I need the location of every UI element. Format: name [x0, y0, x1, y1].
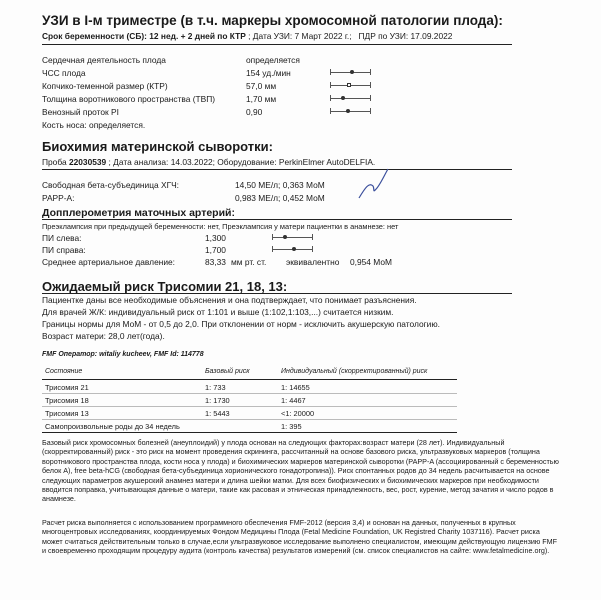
us-row-value: 154 уд./мин	[246, 68, 291, 78]
us-row-value: 0,90	[246, 107, 263, 117]
gestational-age-label: Срок беременности (СБ):	[42, 31, 147, 41]
maternal-age: Возраст матери: 28,0 лет(года).	[42, 331, 165, 341]
us-row-label: Венозный проток PI	[42, 107, 119, 117]
table-divider	[42, 379, 457, 380]
individual-risk: 1: 14655	[281, 383, 310, 392]
us-row-value: определяется	[246, 55, 300, 65]
sample-id: 22030539	[68, 157, 107, 167]
map-unit: мм рт. ст.	[231, 257, 267, 267]
risk-section-title: Ожидаемый риск Трисомии 21, 18, 13:	[42, 279, 288, 294]
range-marker-crl	[330, 82, 370, 89]
range-marker-nt	[330, 95, 370, 102]
base-risk: 1: 5443	[205, 409, 230, 418]
bio-row-value: 0,983 МЕ/л; 0,452 МоМ	[235, 193, 325, 203]
pi-right-label: ПИ справа:	[42, 245, 86, 255]
us-section-title: УЗИ в I-м триместре (в т.ч. маркеры хромосомной патологии плода):	[42, 13, 503, 28]
base-risk: 1: 733	[205, 383, 226, 392]
analysis-date: ; Дата анализа: 14.03.2022;	[108, 157, 215, 167]
bio-row-label: Свободная бета-субъединица ХГЧ:	[42, 180, 180, 190]
risk-condition: Трисомия 21	[45, 383, 89, 392]
equipment: Оборудование: PerkinElmer AutoDELFIA.	[217, 157, 376, 167]
divider	[42, 44, 512, 45]
us-row-label: Копчико-теменной размер (КТР)	[42, 81, 168, 91]
risk-table-header: Состояние	[45, 368, 83, 375]
base-risk: 1: 1730	[205, 396, 230, 405]
map-value: 83,33	[205, 257, 226, 267]
us-row-value: 1,70 мм	[246, 94, 277, 104]
range-marker-pi-right	[272, 246, 312, 253]
range-marker-dv	[330, 108, 370, 115]
sample-line	[42, 157, 375, 167]
us-row-label: ЧСС плода	[42, 68, 86, 78]
risk-table-header: Индивидуальный (скорректированный) риск	[281, 368, 428, 375]
table-divider	[42, 406, 457, 407]
range-marker-hr	[330, 69, 370, 76]
due-date: ПДР по УЗИ: 17.09.2022	[358, 31, 453, 41]
risk-explanation: Базовый риск хромосомных болезней (анеуплоидий) у плода основан на следующих факторах:возраст матери (28 лет). Индивидуальный (скорректированный) риск - это риск на момент проведения скрининга, рассчитанный на основе базового риска, ультразвуковых маркеров (толщина воротникового пространства плода, кости носа у плода) и биохимических маркеров материнской сыворотки (PAPP-A (ассоциированный с беременностью белок А), free beta-hCG (свободная бета-субъединица хорионического гонадотропина)). Риск спонтанных родов до 34 недель расчитывается на основе следующих параметров акушерский анамнез матери и длина шейки матки. Для всех биофизических и биохимических маркеров при необходимости вводится поправка, учитывающая данные о матери, такие как расовая и этническая принадлежность, вес, рост, курение, метод зачатия и число родов в анамнезе.	[42, 438, 559, 504]
software-disclaimer: Расчет риска выполняется с использованием программного обеспечения FMF-2012 (версия 3,4) и основан на данных, полученных в крупных многоцентровых исследованиях, координируемых Фондом Медицины Плода (Fetal Medicine Foundation, UK Registred Charity 1037116). Расчет риска может считаться действительным только в случае,если ультразвуковое исследование выполнено специалистом, имеющим действующую лицензию FMF и своевременно проходящим процедуру аудита (контроль качества) результатов измерений (см. список специалистов на сайте: www.fetalmedicine.org).	[42, 518, 558, 556]
us-date: ; Дата УЗИ: 7 Март 2022 г.;	[248, 31, 352, 41]
risk-info-line: Пациентке даны все необходимые объяснения и она подтверждает, что понимает разъяснения.	[42, 295, 417, 305]
biochem-section-title: Биохимия материнской сыворотки:	[42, 139, 273, 154]
signature	[355, 166, 391, 202]
divider	[42, 219, 512, 220]
individual-risk: 1: 395	[281, 422, 302, 431]
map-mom: 0,954 МоМ	[350, 257, 392, 267]
individual-risk: 1: 4467	[281, 396, 306, 405]
nasal-bone: Кость носа: определяется.	[42, 120, 146, 130]
risk-condition: Трисомия 13	[45, 409, 89, 418]
us-row-label: Сердечная деятельность плода	[42, 55, 166, 65]
divider	[42, 169, 512, 170]
fmf-operator: FMF Оператор: witaliy kucheev, FMF Id: 114778	[42, 351, 204, 358]
risk-info-line: Границы нормы для МоМ - от 0,5 до 2,0. При отклонении от норм - исключить акушерскую патологию.	[42, 319, 440, 329]
table-divider	[42, 393, 457, 394]
individual-risk: <1: 20000	[281, 409, 315, 418]
pi-right-value: 1,700	[205, 245, 226, 255]
pi-left-value: 1,300	[205, 233, 226, 243]
doppler-section-title: Допплерометрия маточных артерий:	[42, 207, 235, 219]
map-equivalent: эквивалентно	[286, 257, 340, 267]
us-row-label: Толщина воротникового пространства (ТВП)	[42, 94, 216, 104]
bio-row-value: 14,50 МЕ/л; 0,363 МоМ	[235, 180, 325, 190]
risk-condition: Самопроизвольные роды до 34 недель	[45, 422, 180, 431]
map-label: Среднее артериальное давление:	[42, 257, 176, 267]
range-marker-pi-left	[272, 234, 312, 241]
sample-label: Проба	[42, 157, 67, 167]
preeclampsia-history: Преэклампсия при предыдущей беременности: нет, Преэклампсия у матери пациентки в анамнезе: нет	[42, 222, 399, 231]
risk-table-header: Базовый риск	[205, 368, 250, 375]
bio-row-label: PAPP-A:	[42, 193, 75, 203]
table-divider	[42, 419, 457, 420]
table-divider	[42, 432, 457, 433]
risk-condition: Трисомия 18	[45, 396, 89, 405]
gestational-age-value: 12 нед. + 2 дней по КТР	[149, 31, 246, 41]
gestational-age-line	[42, 31, 452, 41]
divider	[42, 293, 512, 294]
us-row-value: 57,0 мм	[246, 81, 277, 91]
risk-info-line: Для врачей Ж/К: индивидуальный риск от 1:101 и выше (1:102,1:103,...) считается низким.	[42, 307, 394, 317]
pi-left-label: ПИ слева:	[42, 233, 82, 243]
